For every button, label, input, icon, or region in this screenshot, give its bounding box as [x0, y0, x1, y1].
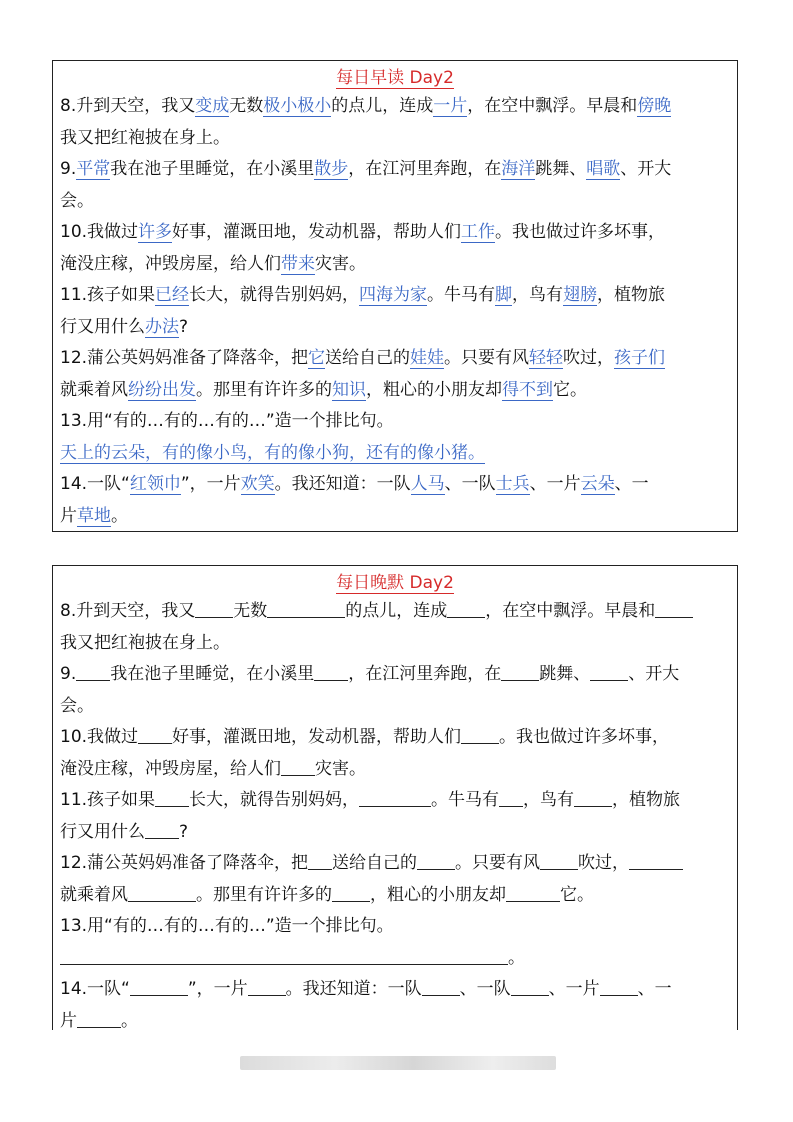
text-segment: 我在池子里睡觉，在小溪里: [110, 159, 315, 179]
text-line: [60, 943, 730, 975]
text-segment: 、一队: [444, 474, 496, 494]
text-line: [60, 469, 730, 501]
text-line: [60, 596, 730, 628]
text-segment: 。我还知道：一队: [274, 474, 411, 494]
text-segment: 13.用“有的…有的…有的…”造一个排比句。: [60, 916, 394, 936]
highlighted-answer: 天上的云朵，有的像小鸟，有的像小狗，还有的像小猪。: [60, 442, 485, 463]
text-line: [60, 217, 730, 249]
text-segment: ”，一片: [180, 474, 241, 494]
text-segment: ，在空中飘浮。早晨和: [467, 96, 638, 116]
fill-in-blank: [574, 788, 612, 807]
fill-in-blank: [501, 662, 539, 681]
text-segment: 、一: [637, 979, 672, 999]
highlighted-answer: 脚: [495, 285, 513, 305]
fill-in-blank: [447, 599, 485, 618]
text-segment: 。只要有风: [455, 853, 541, 873]
text-segment: 长大，就得告别妈妈，: [189, 285, 360, 305]
text-segment: 的点儿，连成: [345, 601, 448, 621]
text-segment: 会。: [60, 190, 94, 211]
text-line: [60, 974, 730, 1006]
text-segment: ，鸟有: [523, 790, 575, 810]
text-line: [60, 659, 730, 691]
text-line: [60, 375, 730, 407]
highlighted-answer: 红领巾: [129, 474, 181, 494]
text-segment: 。我也做过许多坏事，: [495, 222, 666, 242]
highlighted-answer: 平常: [76, 159, 111, 179]
fill-in-blank: [77, 1009, 121, 1028]
text-segment: 。: [508, 947, 525, 968]
text-segment: 送给自己的: [325, 348, 411, 368]
text-line: [60, 91, 730, 123]
text-segment: 就乘着风: [60, 379, 128, 400]
text-segment: 8.升到天空，我又: [60, 96, 196, 116]
highlighted-answer: 工作: [461, 222, 496, 242]
fill-in-blank: [600, 977, 638, 996]
text-segment: 行又用什么: [60, 316, 145, 337]
fill-in-blank: [590, 662, 628, 681]
text-segment: 14.一队“: [60, 979, 130, 999]
text-segment: 我又把红袍披在身上。: [60, 127, 230, 148]
text-segment: ，在江河里奔跑，在: [348, 664, 502, 684]
text-line: [60, 123, 730, 155]
text-segment: 、开大: [620, 159, 672, 179]
text-segment: 。我还知道：一队: [285, 979, 422, 999]
text-segment: 9.: [60, 664, 77, 684]
text-line: [60, 848, 730, 880]
text-segment: ?: [179, 821, 189, 842]
text-segment: ，粗心的小朋友却: [370, 884, 506, 905]
fill-in-blank: [267, 599, 345, 618]
text-segment: 我又把红袍披在身上。: [60, 632, 230, 653]
text-segment: 12.蒲公英妈妈准备了降落伞，把: [60, 348, 309, 368]
text-segment: 它。: [560, 884, 594, 905]
highlighted-answer: 孩子们: [614, 348, 666, 368]
highlighted-answer: 散步: [314, 159, 349, 179]
text-segment: 。那里有许许多的: [196, 884, 332, 905]
morning-title: 每日早读 Day2: [336, 68, 454, 88]
text-segment: 。我也做过许多坏事，: [499, 727, 670, 747]
text-segment: 长大，就得告别妈妈，: [189, 790, 360, 810]
fill-in-blank: [511, 977, 549, 996]
highlighted-answer: 轻轻: [529, 348, 564, 368]
highlighted-answer: 它: [308, 348, 326, 368]
highlighted-answer: 欢笑: [240, 474, 275, 494]
text-segment: 、一片: [529, 474, 581, 494]
text-segment: 跳舞、: [539, 664, 591, 684]
text-segment: 、开大: [628, 664, 680, 684]
fill-in-blank: [461, 725, 499, 744]
text-line: [60, 501, 730, 533]
text-segment: 我在池子里睡觉，在小溪里: [110, 664, 315, 684]
text-segment: 片: [60, 505, 77, 526]
text-segment: 片: [60, 1010, 77, 1030]
text-segment: 淹没庄稼，冲毁房屋，给人们: [60, 758, 281, 779]
highlighted-answer: 办法: [145, 316, 179, 337]
evening-lines: [60, 596, 730, 1030]
text-segment: 好事，灌溉田地，发动机器，帮助人们: [172, 222, 462, 242]
text-segment: 好事，灌溉田地，发动机器，帮助人们: [172, 727, 462, 747]
highlighted-answer: 四海为家: [359, 285, 428, 305]
fill-in-blank: [130, 977, 188, 996]
highlighted-answer: 得不到: [502, 379, 553, 400]
text-line: [60, 754, 730, 786]
fill-in-blank: [499, 788, 523, 807]
text-line: [60, 817, 730, 849]
text-segment: 10.我做过: [60, 727, 139, 747]
highlighted-answer: 士兵: [495, 474, 530, 494]
fill-in-blank: [145, 820, 179, 839]
text-segment: 、一队: [459, 979, 511, 999]
fill-in-blank: [417, 851, 455, 870]
evening-title: 每日晚默 Day2: [336, 573, 454, 593]
text-segment: 14.一队“: [60, 474, 130, 494]
text-segment: 。那里有许许多的: [196, 379, 332, 400]
text-segment: 9.: [60, 159, 77, 179]
text-line: [60, 154, 730, 186]
text-segment: 送给自己的: [332, 853, 418, 873]
highlighted-answer: 一片: [433, 96, 468, 116]
text-segment: 灾害。: [315, 253, 366, 274]
text-line: [60, 880, 730, 912]
text-segment: 。: [121, 1010, 138, 1030]
text-segment: 。牛马有: [427, 285, 496, 305]
fill-in-blank: [60, 946, 508, 965]
morning-reading-panel: [52, 60, 738, 532]
text-line: [60, 280, 730, 312]
text-line: [60, 911, 730, 943]
text-segment: 8.升到天空，我又: [60, 601, 196, 621]
text-segment: ，粗心的小朋友却: [366, 379, 502, 400]
text-segment: 。牛马有: [431, 790, 500, 810]
text-segment: 。: [111, 505, 128, 526]
fill-in-blank: [314, 662, 348, 681]
fill-in-blank: [281, 757, 315, 776]
text-segment: 12.蒲公英妈妈准备了降落伞，把: [60, 853, 309, 873]
text-line: [60, 343, 730, 375]
text-segment: 吹过，: [578, 853, 630, 873]
text-segment: 灾害。: [315, 758, 366, 779]
text-segment: 淹没庄稼，冲毁房屋，给人们: [60, 253, 281, 274]
text-segment: ，在空中飘浮。早晨和: [485, 601, 656, 621]
text-segment: 行又用什么: [60, 821, 145, 842]
text-line: [60, 722, 730, 754]
fill-in-blank: [359, 788, 431, 807]
evening-dictation-panel: [52, 565, 738, 1030]
text-segment: 它。: [553, 379, 587, 400]
fill-in-blank: [308, 851, 332, 870]
text-line: [60, 785, 730, 817]
text-line: [60, 249, 730, 281]
text-segment: 会。: [60, 695, 94, 716]
highlighted-answer: 人马: [410, 474, 445, 494]
text-segment: 13.用“有的…有的…有的…”造一个排比句。: [60, 411, 394, 431]
morning-lines: [60, 91, 730, 532]
highlighted-answer: 已经: [155, 285, 190, 305]
highlighted-answer: 翅膀: [563, 285, 598, 305]
text-line: [60, 438, 730, 470]
fill-in-blank: [332, 883, 370, 902]
fill-in-blank: [155, 788, 189, 807]
highlighted-answer: 云朵: [580, 474, 615, 494]
highlighted-answer: 带来: [281, 253, 315, 274]
fill-in-blank: [422, 977, 460, 996]
text-segment: 、一: [614, 474, 649, 494]
text-segment: 10.我做过: [60, 222, 139, 242]
text-segment: 、一片: [548, 979, 600, 999]
text-segment: 就乘着风: [60, 884, 128, 905]
text-segment: ，植物旅: [597, 285, 666, 305]
text-segment: ”，一片: [187, 979, 248, 999]
text-segment: 的点儿，连成: [331, 96, 434, 116]
text-line: [60, 1006, 730, 1031]
text-line: [60, 312, 730, 344]
text-line: [60, 628, 730, 660]
fill-in-blank: [128, 883, 196, 902]
fill-in-blank: [655, 599, 693, 618]
text-line: [60, 691, 730, 723]
highlighted-answer: 纷纷出发: [128, 379, 196, 400]
highlighted-answer: 唱歌: [586, 159, 621, 179]
text-segment: 无数: [229, 96, 264, 116]
highlighted-answer: 海洋: [501, 159, 536, 179]
text-segment: 跳舞、: [535, 159, 587, 179]
highlighted-answer: 草地: [77, 505, 111, 526]
fill-in-blank: [76, 662, 110, 681]
text-segment: ，鸟有: [512, 285, 564, 305]
highlighted-answer: 娃娃: [410, 348, 445, 368]
highlighted-answer: 许多: [138, 222, 173, 242]
text-segment: 11.孩子如果: [60, 790, 156, 810]
blurred-footer-watermark: [240, 1056, 556, 1070]
highlighted-answer: 变成: [195, 96, 230, 116]
text-line: [60, 406, 730, 438]
highlighted-answer: 极小极小: [263, 96, 332, 116]
fill-in-blank: [629, 851, 683, 870]
fill-in-blank: [195, 599, 233, 618]
text-line: [60, 186, 730, 218]
text-segment: 无数: [233, 601, 268, 621]
text-segment: 吹过，: [563, 348, 615, 368]
fill-in-blank: [540, 851, 578, 870]
fill-in-blank: [248, 977, 286, 996]
highlighted-answer: 傍晚: [637, 96, 672, 116]
text-segment: ，植物旅: [612, 790, 681, 810]
text-segment: ?: [179, 316, 189, 337]
text-segment: 11.孩子如果: [60, 285, 156, 305]
highlighted-answer: 知识: [332, 379, 366, 400]
text-segment: ，在江河里奔跑，在: [348, 159, 502, 179]
fill-in-blank: [138, 725, 172, 744]
fill-in-blank: [506, 883, 560, 902]
text-segment: 。只要有风: [444, 348, 530, 368]
